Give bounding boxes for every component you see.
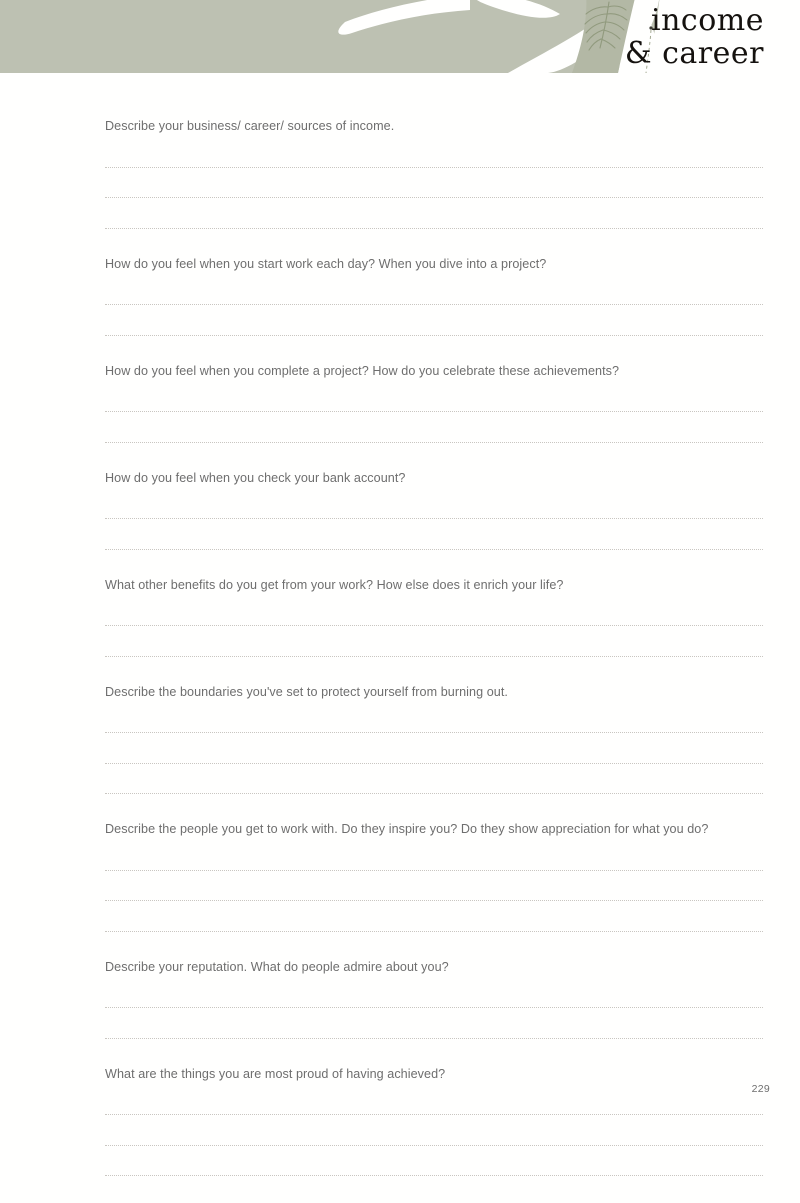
- answer-line[interactable]: [105, 901, 763, 932]
- answer-line[interactable]: [105, 840, 763, 871]
- page-title-line-1: income: [625, 6, 764, 36]
- answer-line[interactable]: [105, 626, 763, 657]
- question-block: [105, 959, 763, 1066]
- answer-line[interactable]: [105, 703, 763, 734]
- page-title: [625, 6, 764, 69]
- question-text: Describe the boundaries you've set to protect yourself from burning out.: [105, 684, 763, 703]
- answer-line[interactable]: [105, 198, 763, 229]
- question-text: How do you feel when you check your bank account?: [105, 470, 763, 489]
- question-list: [105, 118, 763, 1203]
- answer-line[interactable]: [105, 596, 763, 627]
- answer-line[interactable]: [105, 871, 763, 902]
- question-text: Describe your reputation. What do people admire about you?: [105, 959, 763, 978]
- answer-line[interactable]: [105, 733, 763, 764]
- question-block: [105, 577, 763, 684]
- answer-line[interactable]: [105, 412, 763, 443]
- question-text: How do you feel when you start work each day? When you dive into a project?: [105, 256, 763, 275]
- question-text: Describe your business/ career/ sources of income.: [105, 118, 763, 137]
- answer-lines: [105, 1085, 763, 1177]
- page-number: 229: [752, 1083, 770, 1095]
- answer-lines: [105, 978, 763, 1039]
- answer-line[interactable]: [105, 275, 763, 306]
- question-text: How do you feel when you complete a project? How do you celebrate these achievements?: [105, 363, 763, 382]
- journal-sheet: [0, 73, 800, 1117]
- question-block: [105, 118, 763, 256]
- answer-line[interactable]: [105, 305, 763, 336]
- answer-line[interactable]: [105, 764, 763, 795]
- answer-lines: [105, 840, 763, 932]
- answer-lines: [105, 275, 763, 336]
- page-title-line-2: & career: [625, 39, 764, 69]
- block-spacer: [105, 336, 763, 363]
- answer-lines: [105, 703, 763, 795]
- answer-lines: [105, 137, 763, 229]
- question-block: [105, 470, 763, 577]
- question-block: [105, 1066, 763, 1203]
- block-spacer: [105, 932, 763, 959]
- answer-lines: [105, 382, 763, 443]
- block-spacer: [105, 1039, 763, 1066]
- answer-lines: [105, 489, 763, 550]
- answer-line[interactable]: [105, 1146, 763, 1177]
- block-spacer: [105, 1176, 763, 1203]
- block-spacer: [105, 657, 763, 684]
- block-spacer: [105, 550, 763, 577]
- answer-line[interactable]: [105, 489, 763, 520]
- answer-line[interactable]: [105, 978, 763, 1009]
- block-spacer: [105, 229, 763, 256]
- question-block: [105, 363, 763, 470]
- question-text: Describe the people you get to work with. Do they inspire you? Do they show appreciation for what you do?: [105, 821, 763, 840]
- page-header: [0, 0, 800, 73]
- answer-line[interactable]: [105, 1115, 763, 1146]
- answer-line[interactable]: [105, 168, 763, 199]
- answer-line[interactable]: [105, 137, 763, 168]
- question-block: [105, 821, 763, 959]
- answer-lines: [105, 596, 763, 657]
- block-spacer: [105, 794, 763, 821]
- block-spacer: [105, 443, 763, 470]
- answer-line[interactable]: [105, 1085, 763, 1116]
- question-block: [105, 684, 763, 822]
- answer-line[interactable]: [105, 519, 763, 550]
- question-block: [105, 256, 763, 363]
- question-text: What other benefits do you get from your work? How else does it enrich your life?: [105, 577, 763, 596]
- answer-line[interactable]: [105, 382, 763, 413]
- answer-line[interactable]: [105, 1008, 763, 1039]
- question-text: What are the things you are most proud of having achieved?: [105, 1066, 763, 1085]
